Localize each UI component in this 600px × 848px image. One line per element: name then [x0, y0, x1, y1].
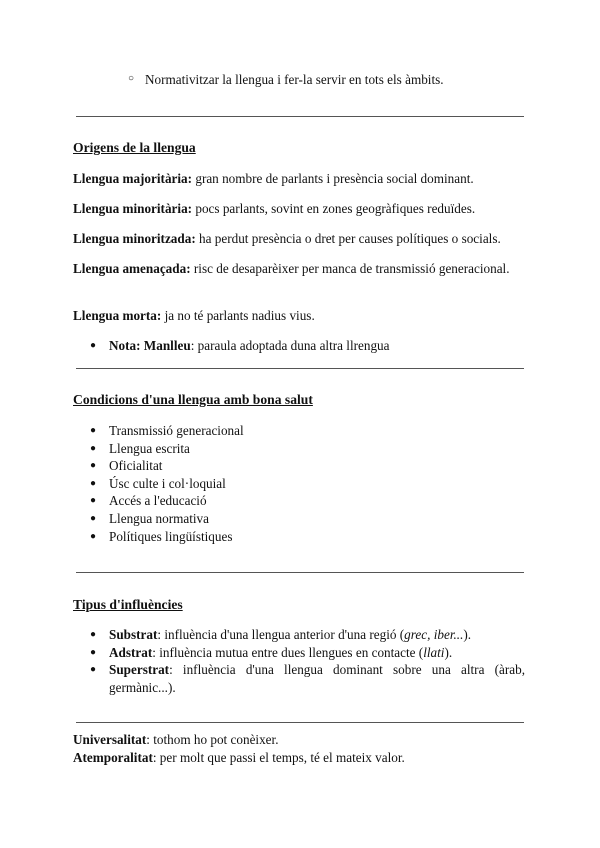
divider	[76, 368, 524, 369]
section-heading-influencies: Tipus d'influències	[73, 597, 183, 612]
list-item	[73, 510, 525, 528]
top-list-item: Normativitzar la llengua i fer-la servir en tots els àmbits.	[145, 72, 444, 87]
list-item-text: Úsc culte i col·loquial	[109, 475, 226, 491]
bullet-icon: ●	[90, 340, 97, 351]
definition-text: ja no té parlants nadius vius.	[161, 308, 315, 323]
hollow-bullet-icon: ○	[128, 73, 135, 84]
list-item	[73, 337, 525, 355]
definition-text: : per molt que passi el temps, té el mateix valor.	[152, 750, 405, 765]
influence-text: : influència d'una llengua anterior d'una regió (	[157, 627, 405, 642]
bullet-icon: ●	[90, 646, 97, 658]
list-item	[73, 661, 525, 696]
definition-term: Universalitat	[73, 732, 147, 747]
bullet-icon: ●	[90, 442, 97, 454]
definition-term: Llengua majoritària:	[73, 171, 193, 186]
definition-morta	[73, 307, 525, 325]
divider	[76, 116, 524, 117]
bullet-icon: ●	[90, 512, 97, 524]
influence-example: grec, iber...	[404, 627, 464, 642]
definition-minoritzada	[73, 230, 525, 248]
list-item-text: Llengua normativa	[109, 510, 209, 526]
list-item	[73, 626, 525, 644]
list-item	[73, 457, 525, 475]
definition-term: Llengua minoritària:	[73, 201, 193, 216]
influence-example: llati	[423, 644, 445, 660]
section-heading-origens: Origens de la llengua	[73, 140, 196, 155]
conditions-list	[73, 422, 525, 545]
list-item	[73, 528, 525, 546]
definition-text: risc de desaparèixer per manca de transmissió generacional.	[190, 261, 510, 276]
definition-text: gran nombre de parlants i presència social dominant.	[192, 171, 474, 186]
definition-amenacada	[73, 260, 525, 278]
definition-majoritaria	[73, 170, 525, 188]
bullet-icon: ●	[90, 425, 97, 436]
influences-list	[73, 626, 525, 696]
list-item-text: Polítiques lingüístiques	[109, 528, 233, 544]
definition-term: Llengua minoritzada:	[73, 231, 196, 246]
definition-term: Atemporalitat	[73, 750, 153, 765]
bullet-icon: ●	[90, 477, 97, 489]
list-item-text: Llengua escrita	[109, 440, 190, 456]
note-term: Nota: Manlleu	[109, 338, 191, 353]
note-text: : paraula adoptada duna altra llrengua	[190, 338, 390, 353]
influence-text: : influència d'una llengua dominant sobre una altra (àrab, germànic...).	[109, 662, 525, 695]
list-item	[73, 440, 525, 458]
definition-text: ha perdut presència o dret per causes polítiques o socials.	[195, 231, 501, 246]
definition-text: pocs parlants, sovint en zones geogràfiques reduïdes.	[192, 201, 476, 216]
definition-term: Llengua amenaçada:	[73, 261, 191, 276]
influence-term: Superstrat	[109, 662, 170, 678]
bullet-icon: ●	[90, 664, 97, 676]
definition-minoritaria	[73, 200, 525, 218]
note-list	[73, 337, 525, 355]
bullet-icon: ●	[90, 495, 97, 507]
list-item	[73, 422, 525, 440]
definition-term: Llengua morta:	[73, 308, 162, 323]
influence-end: ).	[444, 644, 453, 660]
list-item	[73, 644, 525, 662]
definition-universalitat	[73, 731, 525, 749]
list-item-text: Transmissió generacional	[109, 423, 244, 438]
list-item-text: Accés a l'educació	[109, 493, 207, 509]
influence-text: : influència mutua entre dues llengues en contacte (	[152, 644, 424, 660]
influence-term: Adstrat	[109, 644, 153, 660]
list-item	[73, 475, 525, 493]
list-item-text: Oficialitat	[109, 458, 163, 474]
divider	[76, 722, 524, 723]
divider	[76, 572, 524, 573]
influence-term: Substrat	[109, 627, 158, 642]
definition-text: : tothom ho pot conèixer.	[146, 732, 279, 747]
list-item	[73, 492, 525, 510]
section-heading-condicions: Condicions d'una llengua amb bona salut	[73, 392, 313, 407]
bullet-icon: ●	[90, 460, 97, 472]
bullet-icon: ●	[90, 530, 97, 542]
bullet-icon: ●	[90, 629, 97, 640]
definition-atemporalitat	[73, 749, 525, 767]
influence-end: ).	[463, 627, 472, 642]
